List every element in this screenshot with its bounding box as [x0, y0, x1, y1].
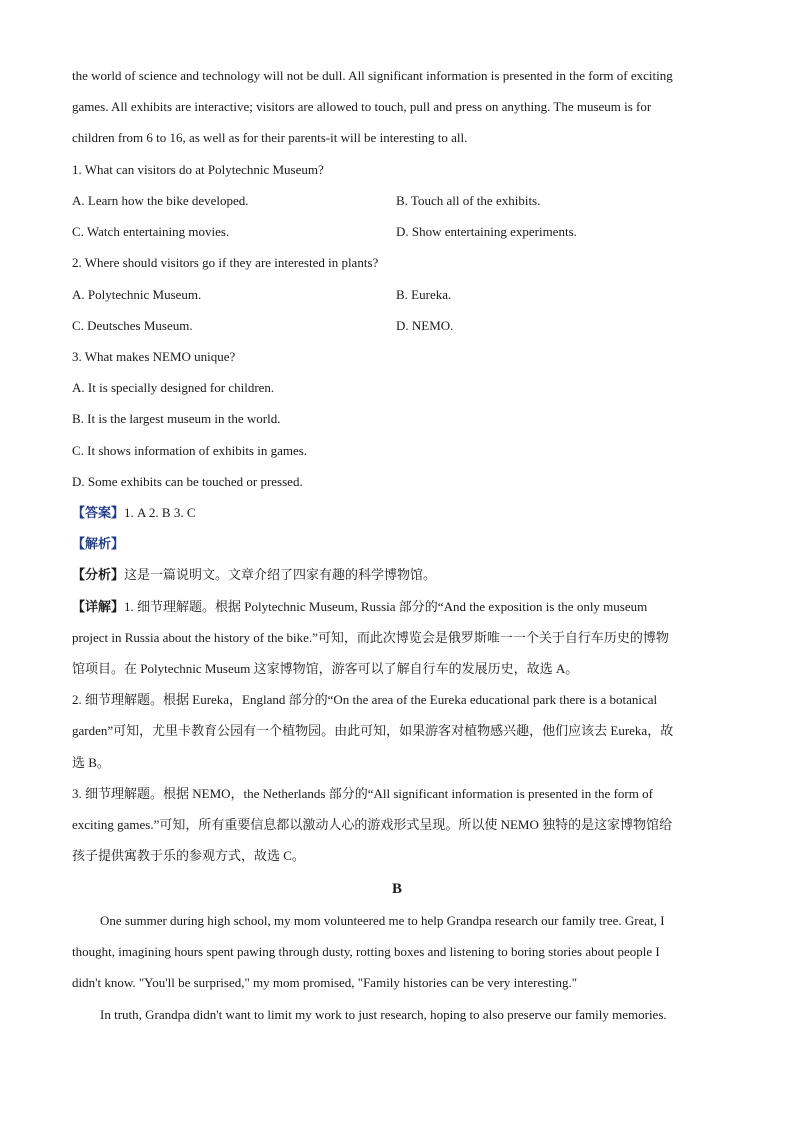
question-stem: 2. Where should visitors go if they are interested in plants?: [72, 255, 379, 270]
answer-text: 1. A 2. B 3. C: [124, 505, 196, 520]
analysis-line: 2. 细节理解题。根据 Eureka，England 部分的“On the area of the Eureka educational park there is a botanical: [72, 692, 658, 707]
xiangjie-line: [72, 598, 647, 616]
option-d: D. Show entertaining experiments.: [396, 224, 577, 239]
analysis-line: 馆项目。在 Polytechnic Museum 这家博物馆，游客可以了解自行车的发展历史，故选 A。: [72, 661, 579, 676]
question-stem: 1. What can visitors do at Polytechnic Museum?: [72, 162, 324, 177]
passage-b-line: thought, imagining hours spent pawing through dusty, rotting boxes and listening to boring stories about people I: [72, 944, 660, 959]
analysis-text: 1. 细节理解题。根据 Polytechnic Museum, Russia 部分的“And the exposition is the only museum: [124, 599, 648, 614]
analysis-line: 3. 细节理解题。根据 NEMO，the Netherlands 部分的“All significant information is presented in the form of: [72, 786, 653, 801]
passage-a-line: children from 6 to 16, as well as for their parents-it will be interesting to all.: [72, 130, 468, 145]
option-a: A. Learn how the bike developed.: [72, 193, 249, 208]
passage-b-line: In truth, Grandpa didn't want to limit my work to just research, hoping to also preserve our family memories.: [100, 1007, 667, 1022]
analysis-line: exciting games.”可知，所有重要信息都以激动人心的游戏形式呈现。所以使 NEMO 独特的是这家博物馆给: [72, 817, 673, 832]
analysis-line: 孩子提供寓教于乐的参观方式，故选 C。: [72, 848, 305, 863]
xiangjie-label: 【详解】: [72, 599, 125, 614]
option-c: C. Deutsches Museum.: [72, 318, 193, 333]
passage-a-line: games. All exhibits are interactive; visitors are allowed to touch, pull and press on anything. The museum is for: [72, 99, 652, 114]
option-d: D. NEMO.: [396, 318, 454, 333]
analysis-line: 选 B。: [72, 755, 110, 770]
analysis-line: project in Russia about the history of the bike.”可知，而此次博览会是俄罗斯唯一一个关于自行车历史的博物: [72, 630, 669, 645]
analysis-heading: 【解析】: [72, 536, 125, 551]
option-b: B. Touch all of the exhibits.: [396, 193, 541, 208]
passage-b-line: One summer during high school, my mom volunteered me to help Grandpa research our family tree. Great, I: [100, 913, 665, 928]
answer-line: [72, 504, 196, 522]
option-b: B. Eureka.: [396, 287, 452, 302]
question-stem: 3. What makes NEMO unique?: [72, 349, 236, 364]
passage-b-line: didn't know. "You'll be surprised," my mom promised, "Family histories can be very interesting.": [72, 975, 578, 990]
option-a: A. Polytechnic Museum.: [72, 287, 202, 302]
fenxi-text: 这是一篇说明文。文章介绍了四家有趣的科学博物馆。: [124, 567, 437, 582]
option-b: B. It is the largest museum in the world.: [72, 411, 281, 426]
section-heading: B: [391, 881, 402, 897]
option-d: D. Some exhibits can be touched or pressed.: [72, 474, 303, 489]
fenxi-label: 【分析】: [72, 567, 125, 582]
option-c: C. It shows information of exhibits in games.: [72, 443, 308, 458]
option-c: C. Watch entertaining movies.: [72, 224, 230, 239]
answer-label: 【答案】: [72, 505, 125, 520]
option-a: A. It is specially designed for children.: [72, 380, 275, 395]
passage-a-line: the world of science and technology will not be dull. All significant information is presented in the form of exciting: [72, 68, 673, 83]
analysis-line: garden”可知，尤里卡教育公园有一个植物园。由此可知，如果游客对植物感兴趣，他们应该去 Eureka，故: [72, 723, 674, 738]
fenxi-line: [72, 566, 436, 584]
